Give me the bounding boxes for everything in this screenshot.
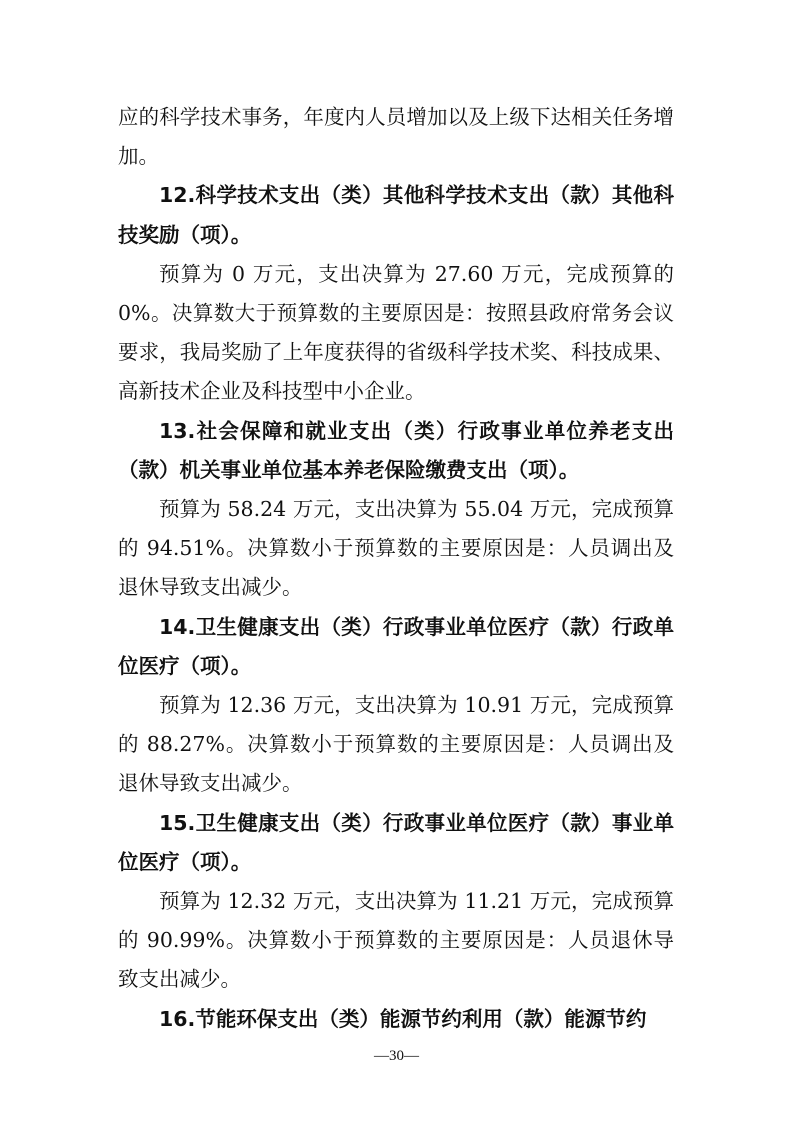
section-heading-12: 12.科学技术支出（类）其他科学技术支出（款）其他科技奖励（项）。 <box>118 183 674 247</box>
section-body-12: 预算为 0 万元，支出决算为 27.60 万元，完成预算的 0%。决算数大于预算数的主要原因是：按照县政府常务会议要求，我局奖励了上年度获得的省级科学技术奖、科技成果、高新技术企业及科技型中小企业。 <box>118 261 674 404</box>
section-heading-15: 15.卫生健康支出（类）行政事业单位医疗（款）事业单位医疗（项）。 <box>118 810 674 874</box>
section-body-13: 预算为 58.24 万元，支出决算为 55.04 万元，完成预算的 94.51%。决算数小于预算数的主要原因是：人员调出及退休导致支出减少。 <box>118 497 674 600</box>
section-heading-14: 14.卫生健康支出（类）行政事业单位医疗（款）行政单位医疗（项）。 <box>118 614 674 678</box>
section-heading-16: 16.节能环保支出（类）能源节约利用（款）能源节约 <box>159 1006 647 1031</box>
section-body-15: 预算为 12.32 万元，支出决算为 11.21 万元，完成预算的 90.99%。决算数小于预算数的主要原因是：人员退休导致支出减少。 <box>118 889 674 992</box>
section-heading-13: 13.社会保障和就业支出（类）行政事业单位养老支出（款）机关事业单位基本养老保险缴费支出（项）。 <box>118 418 674 482</box>
paragraph-continuation: 应的科学技术事务，年度内人员增加以及上级下达相关任务增加。 <box>118 105 674 169</box>
section-body-14: 预算为 12.36 万元，支出决算为 10.91 万元，完成预算的 88.27%。决算数小于预算数的主要原因是：人员调出及退休导致支出减少。 <box>118 693 674 796</box>
document-body <box>118 98 674 1039</box>
page-number: —30— <box>374 1048 419 1064</box>
